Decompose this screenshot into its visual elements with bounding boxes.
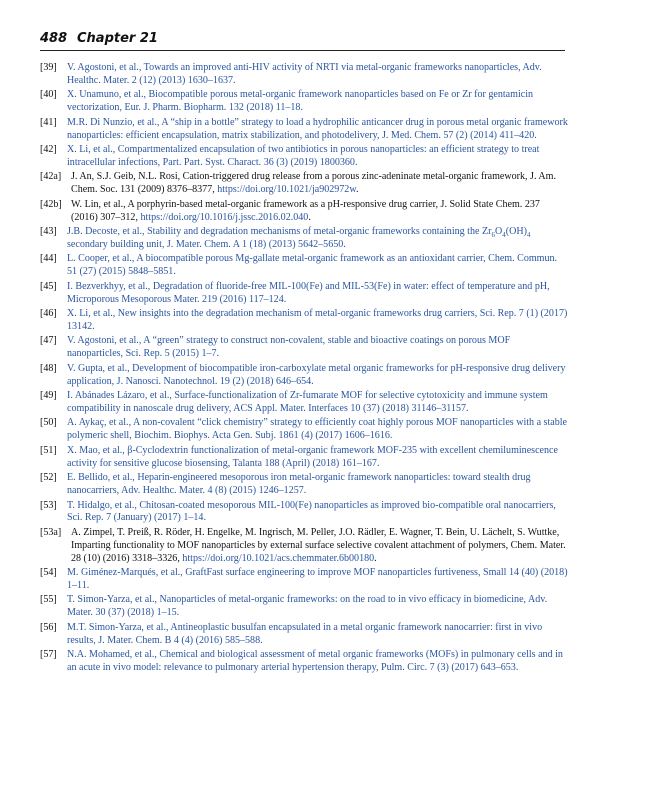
reference-text[interactable]: T. Simon-Yarza, et al., Nanoparticles of metal-organic frameworks: on the road to in vivo efficacy in biomedicine, Adv. Mater. 30 (37) (2018) 1–15. bbox=[67, 594, 548, 619]
reference-item bbox=[40, 89, 568, 115]
reference-number: [51] bbox=[40, 444, 57, 456]
reference-item bbox=[40, 622, 568, 648]
reference-item bbox=[40, 199, 568, 225]
reference-number: [50] bbox=[40, 417, 57, 429]
reference-end: . bbox=[355, 184, 359, 196]
reference-number: [45] bbox=[40, 280, 57, 292]
reference-item bbox=[40, 117, 568, 143]
reference-text[interactable]: T. Hidalgo, et al., Chitosan-coated mesoporous MIL-100(Fe) nanoparticles as improved bio-compatible oral nanocarriers, Sci. Rep. 7 (January) (2017) 1–14. bbox=[67, 499, 556, 524]
reference-item bbox=[40, 567, 568, 593]
subscript: 4 bbox=[502, 231, 506, 240]
reference-text[interactable]: X. Unamuno, et al., Biocompatible porous metal-organic framework nanoparticles based on Fe or Zr for gentamicin vectorization, Eur. J. Pharm. Biopharm. 132 (2018) 11–18. bbox=[67, 89, 534, 114]
running-header bbox=[40, 30, 565, 51]
reference-number: [40] bbox=[40, 89, 57, 101]
reference-number: [42a] bbox=[40, 171, 62, 183]
reference-number: [56] bbox=[40, 621, 57, 633]
reference-item bbox=[40, 594, 568, 620]
reference-body: secondary building unit, J. Mater. Chem. A 1 (18) (2013) 5642–5650. bbox=[67, 239, 346, 251]
reference-number: [54] bbox=[40, 567, 57, 579]
reference-item bbox=[40, 445, 568, 471]
subscript: 4 bbox=[526, 231, 531, 240]
doi-link[interactable]: https://doi.org/10.1016/j.jssc.2016.02.040 bbox=[140, 211, 309, 223]
reference-text[interactable]: N.A. Mohamed, et al., Chemical and biological assessment of metal organic frameworks (MOFs) in pulmonary cells and in an acute in vivo model: relevance to pulmonary arterial hypertension therapy, Pulm. Circ. 7 (3) (2017) 643–653. bbox=[67, 649, 563, 674]
subscript: 6 bbox=[491, 231, 495, 240]
reference-body: W. Lin, et al., A porphyrin-based metal-organic framework as a pH-responsive drug carrier, J. Solid State Chem. 237 (2016) 307–312, bbox=[71, 198, 540, 223]
doi-link[interactable]: https://doi.org/10.1021/ja902972w bbox=[217, 184, 356, 196]
reference-number: [57] bbox=[40, 649, 57, 661]
reference-text[interactable]: M. Giménez-Marqués, et al., GraftFast surface engineering to improve MOF nanoparticles furtiveness, Small 14 (40) (2018) 1–11. bbox=[67, 567, 568, 592]
reference-number: [55] bbox=[40, 594, 57, 606]
reference-end: . bbox=[308, 211, 311, 223]
reference-body: A. Zimpel, T. Preiß, R. Röder, H. Engelke, M. Ingrisch, M. Peller, J.O. Rädler, E. Wagner, T. Bein, U. Lächelt, S. Wuttke, Imparting functionality to MOF nanoparticles by external surface selective covalent attachment of polymers, Chem. Mater. 28 (10) (2016) 3318–3326, bbox=[71, 526, 566, 564]
reference-text[interactable]: E. Bellido, et al., Heparin-engineered mesoporous iron metal-organic framework nanoparticles: toward stealth drug nanocarriers, Adv. Healthc. Mater. 4 (8) (2015) 1246–1257. bbox=[67, 472, 531, 497]
reference-number: [47] bbox=[40, 335, 57, 347]
reference-text[interactable]: I. Abánades Lázaro, et al., Surface-functionalization of Zr-fumarate MOF for selective cytotoxicity and immune system compatibility in nanoscale drug delivery, ACS Appl. Mater. Interfaces 10 (37) (2018) 31146–31157. bbox=[67, 390, 548, 415]
reference-body: (OH) bbox=[505, 226, 527, 238]
reference-item bbox=[40, 363, 568, 389]
reference-item bbox=[40, 472, 568, 498]
chapter-title: Chapter 21 bbox=[77, 31, 158, 46]
reference-body: J.B. Decoste, et al., Stability and degradation mechanisms of metal-organic frameworks containing the Zr bbox=[67, 226, 492, 238]
reference-item bbox=[40, 171, 568, 197]
reference-text[interactable]: A. Aykaç, et al., A non-covalent “click chemistry” strategy to efficiently coat highly porous MOF nanoparticles with a stable polymeric shell, Biochim. Biophys. Acta Gen. Subj. 1861 (4) (2017) 1606–1616. bbox=[67, 417, 567, 442]
reference-text bbox=[71, 171, 556, 195]
reference-end: . bbox=[374, 552, 377, 564]
reference-text[interactable]: X. Mao, et al., β-Cyclodextrin functionalization of metal-organic framework MOF-235 with excellent chemiluminescence activity for sensitive glucose biosensing, Talanta 188 (April) (2018) 161–167. bbox=[67, 444, 558, 469]
reference-number: [49] bbox=[40, 390, 57, 402]
reference-item bbox=[40, 390, 568, 416]
reference-item bbox=[40, 417, 568, 443]
page-number: 488 bbox=[40, 31, 68, 46]
reference-item bbox=[40, 62, 568, 88]
reference-number: [48] bbox=[40, 362, 57, 374]
reference-text[interactable]: X. Li, et al., New insights into the degradation mechanism of metal-organic frameworks drug carriers, Sci. Rep. 7 (1) (2017) 13142. bbox=[67, 308, 568, 333]
reference-item bbox=[40, 281, 568, 307]
reference-number: [41] bbox=[40, 116, 57, 128]
reference-body: J. An, S.J. Geib, N.L. Rosi, Cation-triggered drug release from a porous zinc-adeninate metal-organic framework, J. Am. Chem. Soc. 131 (2009) 8376–8377, bbox=[71, 171, 557, 196]
reference-number: [53] bbox=[40, 499, 57, 511]
reference-text[interactable]: X. Li, et al., Compartmentalized encapsulation of two antibiotics in porous nanoparticles: an efficient strategy to treat intracellular infections, Part. Part. Syst. Charact. 36 (3) (2019) 1800360. bbox=[67, 144, 540, 168]
reference-text[interactable]: M.T. Simon-Yarza, et al., Antineoplastic busulfan encapsulated in a metal organic framework nanocarrier: first in vivo results, J. Mater. Chem. B 4 (4) (2016) 585–588. bbox=[67, 621, 543, 646]
reference-item bbox=[40, 335, 568, 361]
reference-text[interactable]: I. Bezverkhyy, et al., Degradation of fluoride-free MIL-100(Fe) and MIL-53(Fe) in water: effect of temperature and pH, Microporous Mesoporous Mater. 219 (2016) 117–124. bbox=[67, 280, 550, 305]
reference-item bbox=[40, 144, 568, 170]
reference-number: [42b] bbox=[40, 198, 62, 210]
reference-text bbox=[71, 199, 540, 223]
reference-text[interactable]: V. Agostoni, et al., Towards an improved anti-HIV activity of NRTI via metal-organic frameworks nanoparticles, Adv. Healthc. Mater. 2 (12) (2013) 1630–1637. bbox=[67, 62, 542, 86]
reference-list bbox=[40, 62, 568, 677]
reference-item bbox=[40, 527, 568, 566]
reference-text[interactable]: V. Agostoni, et al., A “green” strategy to construct non-covalent, stable and bioactive coatings on porous MOF nanoparticles, Sci. Rep. 5 (2015) 1–7. bbox=[67, 335, 511, 360]
reference-item bbox=[40, 226, 568, 252]
reference-item bbox=[40, 253, 568, 279]
reference-text[interactable]: V. Gupta, et al., Development of biocompatible iron-carboxylate metal organic frameworks for pH-responsive drug delivery application, J. Nanosci. Nanotechnol. 19 (2) (2018) 646–654. bbox=[67, 362, 566, 387]
reference-item bbox=[40, 649, 568, 675]
reference-body: O bbox=[494, 226, 503, 238]
reference-item bbox=[40, 308, 568, 334]
reference-text[interactable]: M.R. Di Nunzio, et al., A “ship in a bottle” strategy to load a hydrophilic anticancer drug in porous metal organic framework nanoparticles: efficient encapsulation, matrix stabilization, and photodelivery, J. Med. Chem. 57 (2) (2014) 411–420. bbox=[67, 116, 568, 141]
reference-number: [53a] bbox=[40, 526, 62, 538]
reference-number: [44] bbox=[40, 253, 57, 265]
reference-number: [39] bbox=[40, 62, 57, 73]
reference-number: [46] bbox=[40, 308, 57, 320]
reference-number: [43] bbox=[40, 226, 57, 238]
reference-item bbox=[40, 500, 568, 526]
doi-link[interactable]: https://doi.org/10.1021/acs.chemmater.6b00180 bbox=[182, 552, 375, 564]
reference-text[interactable] bbox=[67, 226, 530, 250]
reference-text[interactable]: L. Cooper, et al., A biocompatible porous Mg-gallate metal-organic framework as an antioxidant carrier, Chem. Commun. 51 (27) (2015) 5848–5851. bbox=[67, 253, 558, 278]
reference-number: [42] bbox=[40, 144, 57, 156]
reference-text bbox=[71, 527, 566, 564]
reference-number: [52] bbox=[40, 472, 57, 484]
